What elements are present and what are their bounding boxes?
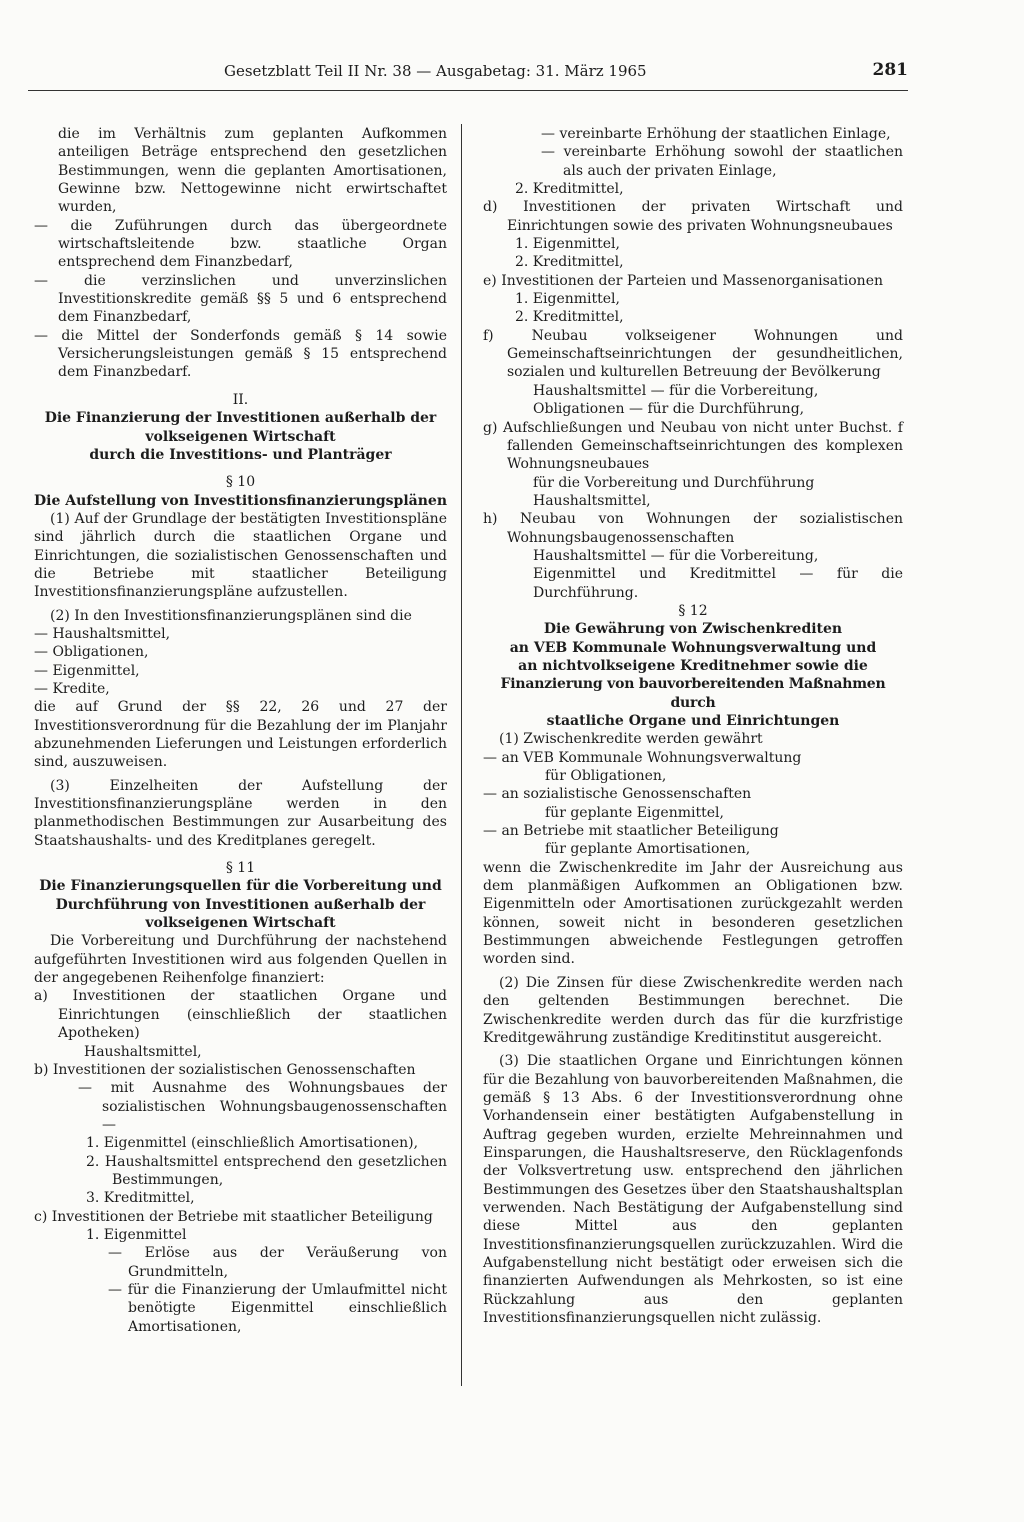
right-column — [483, 125, 903, 1327]
list-subitem: — vereinbarte Erhöhung der staatlichen Einlage, — [541, 126, 891, 142]
list-subitem: 1. Eigenmittel, — [515, 291, 620, 308]
list-subitem: 2. Kreditmittel, — [515, 181, 624, 198]
paragraph: (2) In den Investitionsfinanzierungsplänen sind die — [50, 607, 412, 624]
list-item: c) Investitionen der Betriebe mit staatlicher Beteiligung — [34, 1208, 433, 1225]
list-item: — Obligationen, — [34, 644, 149, 661]
list-subitem: Obligationen — für die Durchführung, — [533, 401, 805, 418]
list-item: a) Investitionen der staatlichen Organe und Einrichtungen (einschließlich der staatlichen Apotheken) — [34, 988, 447, 1042]
running-title: Gesetzblatt Teil II Nr. 38 — Ausgabetag: 31. März 1965 — [224, 62, 647, 80]
section-title-line: Durchführung von Investitionen außerhalb der — [55, 896, 426, 913]
column-divider — [461, 124, 462, 1386]
list-item: — Eigenmittel, — [34, 662, 140, 679]
list-subitem: Haushaltsmittel — für die Vorbereitung, — [533, 547, 819, 564]
page-number: 281 — [872, 60, 908, 80]
list-item: — an sozialistische Genossenschaften — [483, 786, 752, 803]
paragraph: (1) Zwischenkredite werden gewährt — [499, 731, 763, 748]
list-item: — die Mittel der Sonderfonds gemäß § 14 sowie Versicherungsleistungen gemäß § 15 entsprechend dem Finanzbedarf. — [34, 327, 447, 381]
list-item: f) Neubau volkseigener Wohnungen und Gemeinschaftseinrichtungen der gesundheitlichen, sozialen und kulturellen Betreuung der Bevölkerung — [483, 327, 903, 381]
paragraph: die auf Grund der §§ 22, 26 und 27 der Investitionsverordnung für die Bezahlung der im Planjahr abzunehmenden Lieferungen und Leistungen erforderlich sind, auszuweisen. — [34, 699, 447, 771]
part-title-line: volkseigenen Wirtschaft — [145, 428, 336, 445]
list-item: — an Betriebe mit staatlicher Beteiligung — [483, 823, 779, 840]
list-subitem: — Erlöse aus der Veräußerung von Grundmitteln, — [108, 1245, 447, 1280]
list-item: g) Aufschließungen und Neubau von nicht unter Buchst. f fallenden Gemeinschaftseinrichtungen des komplexen Wohnungsneubaues — [483, 419, 903, 473]
list-subitem: für die Vorbereitung und Durchführung — [533, 474, 815, 491]
section-title-line: an VEB Kommunale Wohnungsverwaltung und — [509, 639, 877, 656]
section-title-line: Die Gewährung von Zwischenkrediten — [543, 621, 843, 638]
paragraph: (3) Die staatlichen Organe und Einrichtungen können für die Bezahlung von bauvorbereitenden Maßnahmen, die gemäß § 13 Abs. 6 der Investitionsverordnung ohne Vorhandensein einer bestätigten Aufgabenstellung in Auftrag gegeben wurden, erzielte Mehreinnahmen und Einsparungen, die Haushaltsreserve, den Rücklagenfonds der Volksvertretung usw. entsprechend den jährlichen Bestimmungen des Gesetzes über den Staatshaushaltsplan verwenden. Nach Bestätigung der Aufgabenstellung sind diese Mittel aus den geplanten Investitionsfinanzierungsquellen zurückzuzahlen. Wird die Aufgabenstellung nicht bestätigt oder erweisen sich die finanzierten Aufwendungen als Mehrkosten, so ist eine Rückzahlung aus den geplanten Investitionsfinanzierungsquellen nicht zulässig. — [483, 1053, 903, 1326]
list-subitem: — für die Finanzierung der Umlaufmittel nicht benötigte Eigenmittel einschließlich Amortisationen, — [108, 1281, 447, 1335]
section-title-line: volkseigenen Wirtschaft — [145, 915, 336, 932]
section-title-line: staatliche Organe und Einrichtungen — [546, 713, 840, 729]
intro-continuation: die im Verhältnis zum geplanten Aufkommen anteiligen Beträge entsprechend den gesetzlichen Bestimmungen, wenn die geplanten Amortisationen, Gewinne bzw. Nettogewinne nicht erwirtschaftet wurden, — [58, 126, 447, 216]
list-subitem: 2. Kreditmittel, — [515, 309, 624, 326]
list-subitem: für Obligationen, — [545, 768, 667, 785]
section-number: § 12 — [678, 602, 708, 619]
list-item: — an VEB Kommunale Wohnungsverwaltung — [483, 749, 802, 766]
list-subitem: Haushaltsmittel, — [533, 492, 651, 509]
list-item: d) Investitionen der privaten Wirtschaft und Einrichtungen sowie des privaten Wohnungsneubaues — [483, 199, 903, 234]
part-title-line: Die Finanzierung der Investitionen außerhalb der — [44, 410, 437, 427]
section-title-line: Finanzierung von bauvorbereitenden Maßnahmen durch — [500, 676, 886, 711]
list-subitem: 1. Eigenmittel — [86, 1226, 187, 1243]
list-subitem: für geplante Eigenmittel, — [545, 804, 724, 821]
list-item: b) Investitionen der sozialistischen Genossenschaften — [34, 1061, 416, 1078]
section-title: Die Aufstellung von Investitionsfinanzierungsplänen — [34, 492, 447, 509]
list-item: h) Neubau von Wohnungen der sozialistischen Wohnungsbaugenossenschaften — [483, 511, 903, 546]
paragraph: (2) Die Zinsen für diese Zwischenkredite werden nach den geltenden Bestimmungen berechnet. Die Zwischenkredite werden durch das für die kurzfristige Kreditgewährung zuständige Kreditinstitut ausgereicht. — [483, 974, 903, 1046]
list-subitem: Haushaltsmittel — für die Vorbereitung, — [533, 382, 819, 399]
list-item: — die Zuführungen durch das übergeordnete wirtschaftsleitende bzw. staatliche Organ entsprechend dem Finanzbedarf, — [34, 217, 447, 271]
paragraph: (3) Einzelheiten der Aufstellung der Investitionsfinanzierungspläne werden in den planmethodischen Bestimmungen zur Ausarbeitung des Staatshaushalts- und des Kreditplanes geregelt. — [34, 777, 447, 849]
list-subitem: 1. Eigenmittel, — [515, 236, 620, 253]
list-item: — die verzinslichen und unverzinslichen Investitionskredite gemäß §§ 5 und 6 entsprechend dem Finanzbedarf, — [34, 272, 447, 326]
list-subitem: Eigenmittel und Kreditmittel — für die Durchführung. — [533, 566, 903, 601]
part-title-line: durch die Investitions- und Planträger — [89, 446, 392, 463]
list-subitem: 2. Kreditmittel, — [515, 254, 624, 271]
list-subitem: — vereinbarte Erhöhung sowohl der staatlichen als auch der privaten Einlage, — [541, 144, 903, 179]
list-subitem: 2. Haushaltsmittel entsprechend den gesetzlichen Bestimmungen, — [86, 1153, 447, 1188]
section-title-line: an nichtvolkseigene Kreditnehmer sowie die — [518, 657, 868, 674]
part-number: II. — [232, 391, 249, 408]
list-item: — Haushaltsmittel, — [34, 625, 171, 642]
section-number: § 11 — [225, 860, 256, 877]
list-subitem: Haushaltsmittel, — [84, 1043, 202, 1060]
list-item: e) Investitionen der Parteien und Massenorganisationen — [483, 272, 883, 289]
paragraph: wenn die Zwischenkredite im Jahr der Ausreichung aus dem planmäßigen Aufkommen an Obligationen bzw. Eigenmitteln oder Amortisationen zurückgezahlt werden können, soweit nicht in besonderen gesetzlichen Bestimmungen abweichende Festlegungen getroffen worden sind. — [483, 859, 903, 968]
left-column — [34, 125, 447, 1336]
list-subitem: für geplante Amortisationen, — [545, 841, 751, 858]
section-number: § 10 — [225, 474, 256, 491]
section-title-line: Die Finanzierungsquellen für die Vorbereitung und — [39, 878, 442, 895]
paragraph: Die Vorbereitung und Durchführung der nachstehend aufgeführten Investitionen wird aus folgenden Quellen in der angegebenen Reihenfolge finanziert: — [34, 933, 447, 987]
paragraph: (1) Auf der Grundlage der bestätigten Investitionspläne sind jährlich durch die staatlichen Organe und Einrichtungen, die sozialistischen Genossenschaften und die Betriebe mit staatlicher Beteiligung Investitionsfinanzierungspläne aufzustellen. — [34, 510, 447, 601]
list-subitem: 1. Eigenmittel (einschließlich Amortisationen), — [86, 1135, 419, 1152]
list-item: — Kredite, — [34, 680, 110, 697]
page-header — [28, 60, 908, 91]
list-note: — mit Ausnahme des Wohnungsbaues der sozialistischen Wohnungsbaugenossenschaften — — [78, 1080, 447, 1133]
list-subitem: 3. Kreditmittel, — [86, 1190, 195, 1207]
